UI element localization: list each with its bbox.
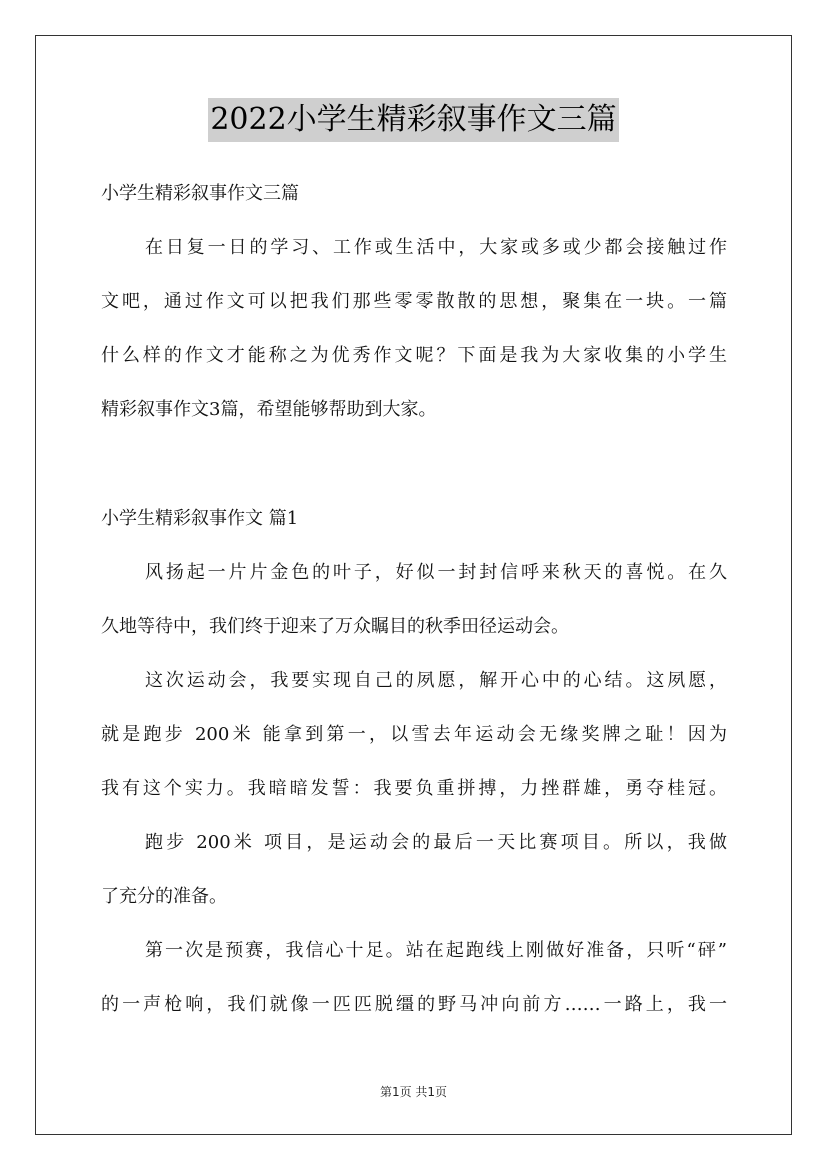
section-heading: 小学生精彩叙事作文 篇1 bbox=[101, 508, 299, 529]
intro-line-2: 文吧，通过作文可以把我们那些零零散散的思想，聚集在一块。一篇 bbox=[101, 291, 727, 312]
paragraph-line: 久地等待中，我们终于迎来了万众瞩目的秋季田径运动会。 bbox=[101, 616, 569, 637]
paragraph-line: 了充分的准备。 bbox=[101, 886, 227, 907]
intro-line-3: 什么样的作文才能称之为优秀作文呢？下面是我为大家收集的小学生 bbox=[101, 345, 727, 366]
paragraph-line: 就是跑步 200米 能拿到第一，以雪去年运动会无缘奖牌之耻！因为 bbox=[101, 724, 727, 745]
paragraph-line: 我有这个实力。我暗暗发誓：我要负重拼搏，力挫群雄，勇夺桂冠。 bbox=[101, 778, 727, 799]
intro-line-1: 在日复一日的学习、工作或生活中，大家或多或少都会接触过作 bbox=[145, 237, 727, 258]
paragraph-line: 的一声枪响，我们就像一匹匹脱缰的野马冲向前方……一路上，我一 bbox=[101, 994, 727, 1015]
paragraph-line: 这次运动会，我要实现自己的夙愿，解开心中的心结。这夙愿， bbox=[145, 670, 727, 691]
paragraph-line: 第一次是预赛，我信心十足。站在起跑线上刚做好准备，只听“砰” bbox=[145, 940, 727, 961]
page-footer: 第1页 共1页 bbox=[379, 1085, 448, 1099]
paragraph-line: 跑步 200米 项目，是运动会的最后一天比赛项目。所以，我做 bbox=[145, 832, 727, 853]
subtitle: 小学生精彩叙事作文三篇 bbox=[101, 183, 299, 204]
document-title: 2022小学生精彩叙事作文三篇 bbox=[0, 98, 827, 142]
paragraph-line: 风扬起一片片金色的叶子，好似一封封信呼来秋天的喜悦。在久 bbox=[145, 562, 727, 583]
intro-line-4: 精彩叙事作文3篇，希望能够帮助到大家。 bbox=[101, 399, 437, 420]
